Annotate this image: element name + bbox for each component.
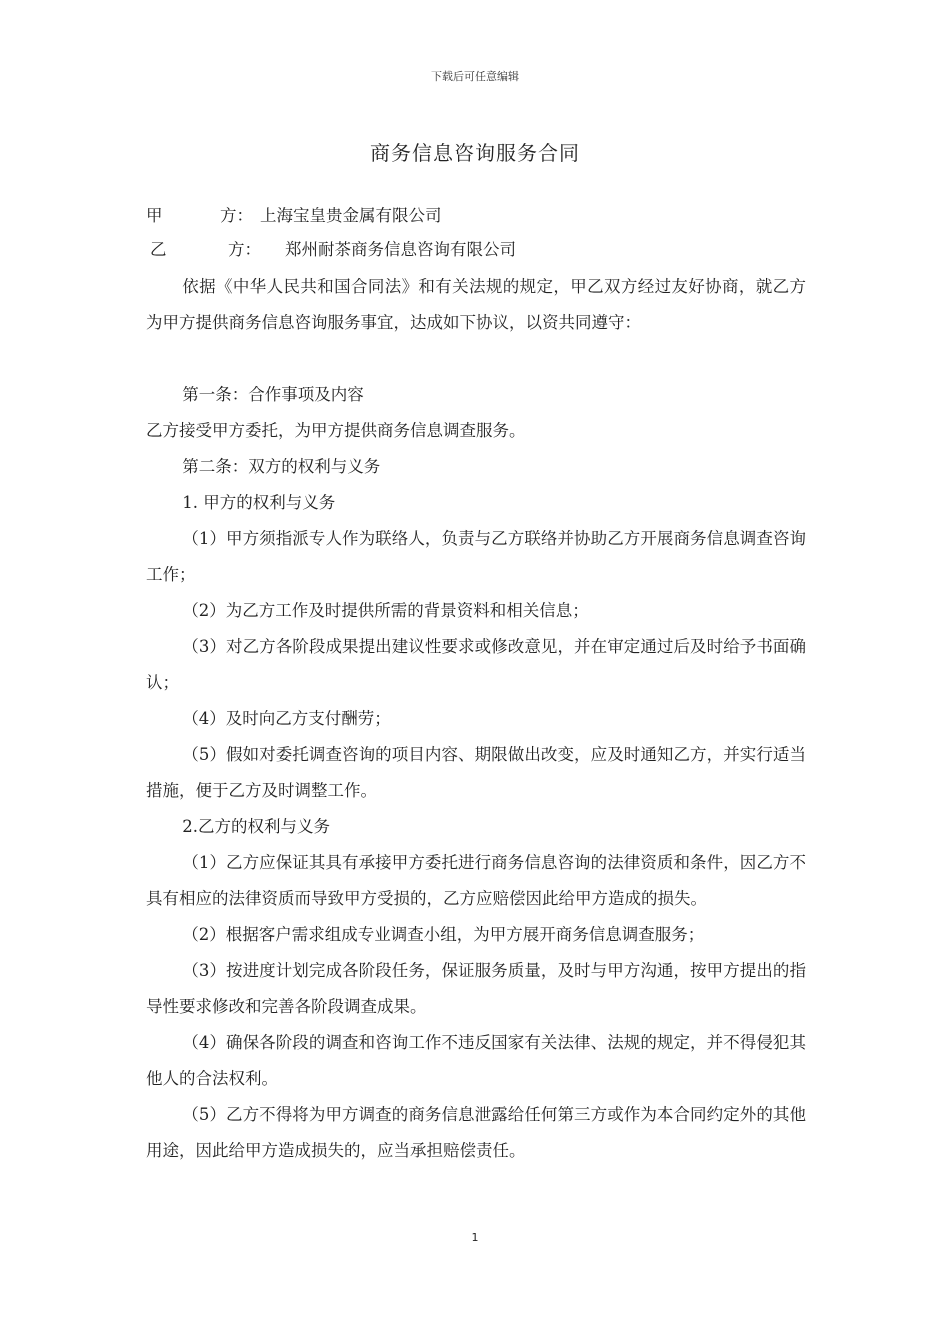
- contract-body: [146, 269, 806, 1169]
- party-b-label-left: 乙: [150, 240, 167, 259]
- section-a-item: （2）为乙方工作及时提供所需的背景资料和相关信息；: [182, 601, 589, 620]
- intro-paragraph: 依据《中华人民共和国合同法》和有关法规的规定，甲乙双方经过友好协商，就乙方为甲方提供商务信息咨询服务事宜，达成如下协议，以资共同遵守：: [146, 277, 806, 332]
- article1-content: 乙方接受甲方委托，为甲方提供商务信息调查服务。: [146, 421, 526, 440]
- party-a-label-left: 甲: [146, 206, 163, 225]
- section-b-item: （2）根据客户需求组成专业调查小组，为甲方展开商务信息调查服务；: [182, 925, 705, 944]
- section-a-item: （3）对乙方各阶段成果提出建议性要求或修改意见，并在审定通过后及时给予书面确认；: [146, 637, 806, 692]
- party-b-name: 郑州耐茶商务信息咨询有限公司: [285, 240, 516, 259]
- article1-heading: 第一条：合作事项及内容: [182, 385, 364, 404]
- header-note: 下载后可任意编辑: [431, 70, 519, 83]
- party-a-name: 上海宝皇贵金属有限公司: [260, 206, 442, 225]
- page-number: 1: [471, 1231, 479, 1244]
- section-b-item: （4）确保各阶段的调查和咨询工作不违反国家有关法律、法规的规定，并不得侵犯其他人的合法权利。: [146, 1033, 806, 1088]
- section-b-heading: 2.乙方的权利与义务: [182, 817, 331, 836]
- party-b-label-right: 方：: [228, 240, 261, 259]
- article2-heading: 第二条：双方的权利与义务: [182, 457, 381, 476]
- section-b-item: （1）乙方应保证其具有承接甲方委托进行商务信息咨询的法律资质和条件，因乙方不具有相应的法律资质而导致甲方受损的，乙方应赔偿因此给甲方造成的损失。: [146, 853, 806, 908]
- section-b-item: （5）乙方不得将为甲方调查的商务信息泄露给任何第三方或作为本合同约定外的其他用途，因此给甲方造成损失的，应当承担赔偿责任。: [146, 1105, 806, 1160]
- paragraph-spacer: [146, 341, 806, 377]
- section-a-item: （1）甲方须指派专人作为联络人，负责与乙方联络并协助乙方开展商务信息调查咨询工作；: [146, 529, 806, 584]
- section-a-item: （5）假如对委托调查咨询的项目内容、期限做出改变，应及时通知乙方，并实行适当措施，便于乙方及时调整工作。: [146, 745, 806, 800]
- contract-title: 商务信息咨询服务合同: [370, 141, 580, 165]
- section-b-item: （3）按进度计划完成各阶段任务，保证服务质量，及时与甲方沟通，按甲方提出的指导性要求修改和完善各阶段调查成果。: [146, 961, 806, 1016]
- section-a-item: （4）及时向乙方支付酬劳；: [182, 709, 391, 728]
- party-a-label-right: 方：: [220, 206, 253, 225]
- section-a-heading: 1. 甲方的权利与义务: [182, 493, 336, 512]
